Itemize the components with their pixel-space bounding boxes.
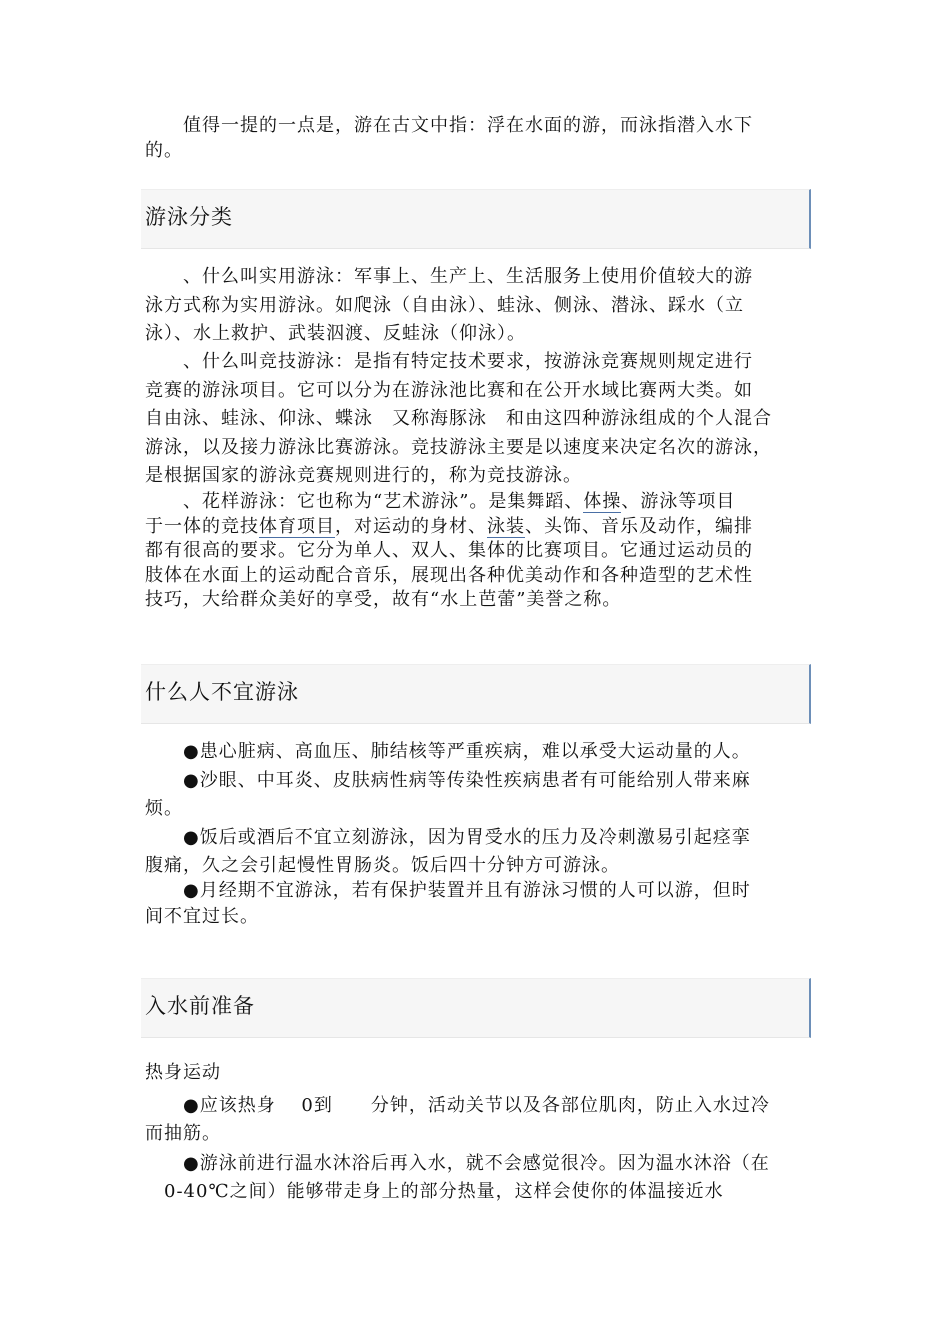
- heading-text: 游泳分类: [145, 205, 233, 229]
- subheading-warmup: 热身运动: [145, 1062, 221, 1083]
- text-line: 泳方式称为实用游泳。如爬泳（自由泳）、蛙泳、侧泳、潜泳、踩水（立: [145, 294, 744, 316]
- text-line: 是根据国家的游泳竞赛规则进行的，称为竞技游泳。: [145, 465, 582, 486]
- text-line: ●游泳前进行温水沐浴后再入水，就不会感觉很冷。因为温水沐浴（在: [145, 1153, 770, 1174]
- text-line: ●患心脏病、高血压、肺结核等严重疾病，难以承受大运动量的人。: [145, 741, 751, 762]
- bullet-item: [145, 738, 810, 766]
- intro-paragraph: [145, 114, 810, 163]
- heading-text: 什么人不宜游泳: [145, 680, 299, 704]
- text-line: 、什么叫实用游泳：军事上、生产上、生活服务上使用价值较大的游: [145, 266, 753, 287]
- text-line: 竞赛的游泳项目。它可以分为在游泳池比赛和在公开水域比赛两大类。如: [145, 379, 753, 401]
- bullet-item: [145, 1150, 810, 1206]
- text-line: 都有很高的要求。它分为单人、双人、集体的比赛项目。它通过运动员的: [145, 540, 753, 561]
- text-line: 泳）、水上救护、武装泅渡、反蛙泳（仰泳）。: [145, 323, 526, 344]
- text-line: [145, 515, 810, 540]
- bullet-item: [145, 1092, 810, 1148]
- bullet-item: [145, 824, 810, 880]
- competitive-swimming-paragraph: [145, 348, 810, 491]
- section-heading-preparation: [141, 978, 811, 1038]
- text-line: ●沙眼、中耳炎、皮肤病性病等传染性疾病患者有可能给别人带来麻: [145, 770, 751, 791]
- text-segment: 、花样游泳：它也称为“艺术游泳”。是集舞蹈、: [145, 491, 584, 512]
- text-line: 技巧，大给群众美好的享受，故有“水上芭蕾”美誉之称。: [145, 589, 622, 610]
- bullet-item: [145, 878, 810, 930]
- text-line: ●月经期不宜游泳，若有保护装置并且有游泳习惯的人可以游，但时: [145, 880, 751, 901]
- text-line: 间不宜过长。: [145, 906, 259, 927]
- heading-text: 入水前准备: [145, 994, 255, 1018]
- practical-swimming-paragraph: [145, 263, 810, 349]
- text-line: 值得一提的一点是，游在古文中指：浮在水面的游，而泳指潜入水下: [145, 115, 753, 136]
- link-sports-events[interactable]: 体育项目: [259, 515, 335, 537]
- synchronized-swimming-paragraph: [145, 490, 810, 613]
- text-line: 而抽筋。: [145, 1123, 221, 1144]
- link-swimwear[interactable]: 泳装: [487, 515, 525, 537]
- link-gymnastics[interactable]: 体操: [583, 491, 622, 512]
- text-line: 肢体在水面上的运动配合音乐，展现出各种优美动作和各种造型的艺术性: [145, 564, 753, 586]
- section-heading-unsuitable: [141, 664, 811, 724]
- text-line: 自由泳、蛙泳、仰泳、蝶泳 又称海豚泳 和由这四种游泳组成的个人混合: [145, 408, 772, 429]
- text-segment: 、游泳等项目: [621, 491, 736, 512]
- text-line: 的。: [145, 139, 183, 161]
- text-line: ●饭后或酒后不宜立刻游泳，因为胃受水的压力及冷刺激易引起痉挛: [145, 827, 751, 848]
- text-segment: 于一体的竞技: [145, 515, 259, 537]
- text-segment: ，对运动的身材、: [335, 515, 487, 537]
- text-line: [145, 490, 810, 515]
- text-segment: 、头饰、音乐及动作，编排: [525, 515, 753, 537]
- text-line: ●应该热身 0到 分钟，活动关节以及各部位肌肉，防止入水过冷: [145, 1095, 770, 1116]
- bullet-item: [145, 767, 810, 823]
- text-line: 烦。: [145, 798, 183, 819]
- text-line: 腹痛，久之会引起慢性胃肠炎。饭后四十分钟方可游泳。: [145, 855, 620, 876]
- text-line: 、什么叫竞技游泳：是指有特定技术要求，按游泳竞赛规则规定进行: [145, 351, 753, 372]
- text-line: 0-40℃之间）能够带走身上的部分热量，这样会使你的体温接近水: [145, 1181, 724, 1202]
- text-line: 游泳，以及接力游泳比赛游泳。竞技游泳主要是以速度来决定名次的游泳，: [145, 436, 772, 458]
- section-heading-classification: [141, 189, 811, 249]
